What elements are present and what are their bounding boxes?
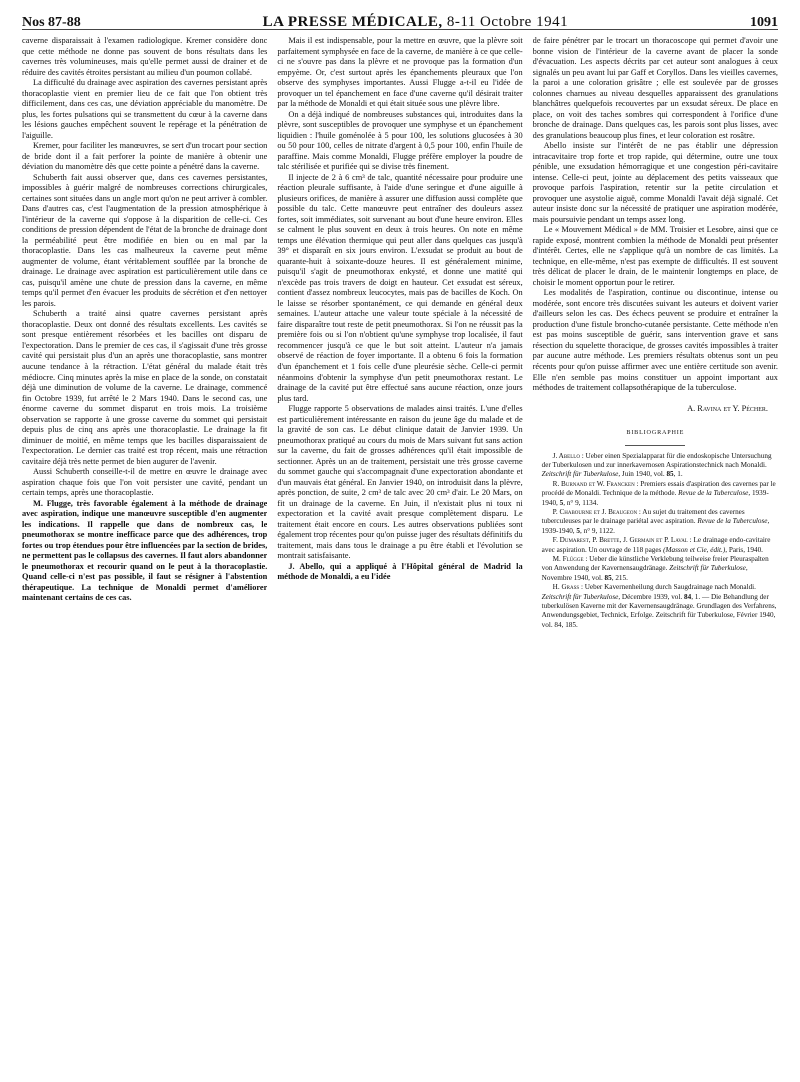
bibliography-entry [533,480,778,508]
ref-authors: H. Grass [552,583,580,592]
ref-volume: 5 [559,498,564,507]
ref-text: : Ueber einen Spezialapparat für die endoskopische Untersuchung der Tuberkulosen und zur innerkavernosen Aspirationstechnick nach Monaldi. [541,451,772,469]
paragraph: Abello insiste sur l'intérêt de ne pas établir une dépression intracavitaire trop forte et trop rapide, qui détermine, outre une toux pénible, une exsudation hémorragique et une congestion péri-cavitaire intense. Celle-ci peut, jointe au déplacement des petits vaisseaux que provoque parfois l'aspiration, retentir sur la petite circulation et provoquer une asystolie aiguë, comme Monaldi l'avait déjà signalé. Cet auteur insiste donc sur la nécessité de pratiquer une aspiration modérée, mais poursuivie pendant un temps assez long. [532,141,778,224]
ref-tail: , Paris, 1940. [725,545,763,554]
ref-volume: 85 [666,470,674,479]
column-right [533,36,778,1072]
ref-tail: , Novembre 1940, vol. [541,564,748,582]
column-middle [277,36,522,1072]
column-left [22,36,267,1072]
ref-text: : Ueber die künstliche Verklebung teilweise freier Pleuraspalten von Anwendung der Kavernensaugdränage. [541,555,769,573]
bibliography-entry [533,555,778,583]
bibliography-entry [533,508,778,536]
paragraph: J. Abello, qui a appliqué à l'Hôpital général de Madrid la méthode de Monaldi, a eu l'idée [277,561,523,582]
signature: A. Ravina et Y. Pécher. [687,403,768,413]
paragraph: Flugge rapporte 5 observations de malades ainsi traités. L'une d'elles est particulièrement intéressante en raison du jeune âge du malade et de la gravité de son cas. Le début clinique datait de Janvier 1939. Un pneumothorax pratiqué au cours du mois de Mars suivant fut sans action sur la caverne, du fait de grosses adhérences qu'il était impossible de sectionner. Après un an de traitement, persistait une très grosse caverne du sommet gauche qui s'accompagnait d'une expectoration abondante et d'un mauvais état général. En Janvier 1940, on introduisit dans la plèvre, après ponction, de suite, 2 cm³ de talc avec 20 cm³ d'air. Le 20 Mars, on fit un drainage de la caverne. En Juin, il n'existait plus ni toux ni expectoration et la cavité avait presque complètement disparu. Le traitement était encore en cours. Les autres observations publiées sont également trop récentes pour qu'on puisse juger des résultats définitifs du traitement, mais dans tous le drainage a pu être établi et l'évolution se montrait satisfaisante. [277,404,523,561]
paragraph: La difficulté du drainage avec aspiration des cavernes persistant après thoracoplastie vient en premier lieu de ce fait que l'on obtient très difficilement, dans ces cas, une déviation appréciable du manomètre. De plus, les fortes pulsations qui se transmettent du cœur à la caverne dans les lésions gauches empêchent souvent le repérage et la pénétration de l'aiguille. [22,78,268,140]
paragraph: Le « Mouvement Médical » de MM. Troisier et Lesobre, ainsi que ce rapide exposé, montrent combien la méthode de Monaldi peut présenter d'intérêt. Certes, elle ne s'applique qu'à un nombre de cas limités. La technique, en elle-même, n'est pas exempte de difficultés. Il est souvent très délicat de placer le drain, de le maintenir longtemps en place, de choisir le moment opportun pour le retirer. [532,225,778,287]
bibliography-title: BIBLIOGRAPHIE [626,429,685,437]
ref-authors: M. Flügge [552,555,584,564]
paragraph: Schuberth fait aussi observer que, dans ces cavernes persistantes, impossibles à guérir malgré de nombreuses corrections chirurgicales, certaines sont situées dans un angle mort qu'on ne peut arriver à combler. Dans d'autres cas, c'est l'augmentation de la pression atmosphérique à l'intérieur de la caverne qui s'oppose à la disparition de celle-ci. Ces conditions de pression dépendent de l'état de la bronche de drainage dont la perméabilité peut être modifiée en bien ou en mal par la thoracoplastie. Dans les cas malheureux la caverne peut même augmenter de volume, étant véritablement soufflée par la bronche de drainage. Le drainage avec aspiration est particulièrement utile dans ce cas, puisqu'il amène une chute de pression dans la caverne, en même temps qu'il permet d'en évacuer les produits de sécrétion et d'en nettoyer les parois. [22,172,268,308]
ref-tail: , 1939-1940, [541,489,769,507]
ref-end: , 1. — Die Behandlung der tuberkulösen Kaverne mit der Kavernensaugdränage. Grundlagen des Verfahrens, Anwendungsgebiet, Technick, Erfolge. Zeitschrift für Tuberkulose, Février 1940, vol. 84, 185. [541,592,777,629]
ref-volume: 84 [684,592,692,601]
paragraph: Mais il est indispensable, pour la mettre en œuvre, que la plèvre soit parfaitement symphysée en face de la caverne, de manière à ce que celle-ci ne s'ouvre pas dans la plèvre et ne provoque pas la formation d'un empyème. Or, c'est surtout après les épanchements pleuraux que l'on observe des symphyses importantes. Aussi Flugge a-t-il eu l'idée de provoquer un tel épanchement en face d'une caverne qu'il désirait traiter par la méthode de Monaldi et qui était située sous une plèvre libre. [277,36,523,109]
column-right-body [533,36,778,394]
ref-journal: Revue de la Tuberculose [678,489,749,498]
text-columns [22,36,778,1072]
paragraph: Schuberth a traité ainsi quatre cavernes persistant après thoracoplastie. Deux ont donné des résultats excellents. Les cavités se sont presque entièrement résorbées et les bacilles ont disparu de l'expectoration. Dans le premier de ces cas, il s'agissait d'une très grosse cavité qui persistait plus d'un an après une thoracoplastie, sans montrer aucune tendance à la rétraction. L'état général du malade était très médiocre. Cinq minutes après la mise en place de la sonde, on constatait déjà une diminution de volume de la caverne. Le drainage, commencé fin Octobre 1939, fut arrêté le 2 Mars 1940. Dans le second cas, une énorme caverne du sommet disparut en trois mois. La troisième observation se rapporte à une grosse caverne du sommet qui persistait depuis plus de cinq ans après une thoracoplastie. Le drainage la fit diminuer de moitié, en même temps que les bacilles disparaissaient de l'expectoration. Le dernier cas traité est trop récent, mais une rétraction cavitaire déjà très nette permet de bien augurer de l'avenir. [22,309,268,466]
ref-journal: Zeitschrift für Tuberkulose [541,592,619,601]
paragraph: Kremer, pour faciliter les manœuvres, se sert d'un trocart pour section de bride dont il a fait perforer la pointe de manière à obtenir une déviation du manomètre dès que cette pointe a pénétré dans la caverne. [22,141,268,172]
ref-end: , n° 9, 1122. [580,526,615,535]
issue-date: 8-11 Octobre 1941 [442,14,569,30]
ref-end: , n° 9, 1134. [563,498,599,507]
paragraph: de faire pénétrer par le trocart un thoracoscope qui permet d'avoir une bonne vision de l'intérieur de la caverne avant de placer la sonde d'évacuation. Les aspects décrits par cet auteur sont analogues à ceux signalés un peu avant lui par Gaff et Coryllos. Dans les vieilles cavernes, la paroi a une coloration grisâtre ; elle est soulevée par de grosses colonnes charnues au niveau desquelles apparaissent des granulations blanchâtres quelquefois recouvertes par un exsudat séreux. De place en place, on voit des taches sombres qui correspondent à l'orifice d'une bronche de drainage. Dans quelques cas, les parois sont plus lisses, avec des granulations beaucoup plus fines, et leur coloration est rosâtre. [532,36,778,140]
paragraph: Les modalités de l'aspiration, continue ou discontinue, intense ou modérée, sont encore très discutées suivant les auteurs et doivent varier d'ailleurs selon les cas. Des échecs peuvent se produire et entraîner la production d'une fistule broncho-cutanée persistante. Cette méthode n'en est pas moins susceptible de guérir, sans intervention grave et sans résection du squelette thoracique, de grosses cavités impossibles à traiter par aucune autre méthode. Les premiers résultats obtenus sont un peu récents pour qu'on puisse affirmer avec une entière certitude son avenir. Elle n'en semble pas moins constituer un appoint important aux méthodes de traitement collapsothérapique de la tuberculose. [532,288,778,393]
ref-text: : Premiers essais d'aspiration des cavernes par le procédé de Monaldi. Technique de la méthode. [541,479,776,498]
bibliography-entry [533,583,778,630]
ref-text: : Au sujet du traitement des cavernes tuberculeuses par le drainage pariétal avec aspiration. [541,508,745,526]
paragraph: caverne disparaissait à l'examen radiologique. Kremer considère donc que cette méthode ne donne pas souvent de bons résultats dans les cavernes très volumineuses, mais qu'elle permet aussi de drainer et de réduire des cavités étroites persistant au milieu d'un poumon collabé. [22,36,268,77]
ref-end: , 1. [673,470,683,479]
journal-title-line [263,14,568,31]
ref-volume: 85 [604,573,612,582]
journal-title: LA PRESSE MÉDICALE, [262,14,443,30]
ref-journal: (Masson et Cie, édit.) [663,545,726,554]
bibliography-entry [533,452,778,480]
ref-journal: Zeitschrift für Tuberkulose [669,564,746,573]
ref-authors: P. Chabourne et J. Beaugeon [552,508,638,516]
ref-tail: , Juin 1940, vol. [618,470,667,479]
ref-tail: , Décembre 1939, vol. [618,592,684,601]
bibliography-list [533,452,778,631]
running-head [22,0,778,30]
bibliography-entry [533,536,778,555]
ref-tail: , 1939-1940, [541,517,770,535]
ref-journal: Revue de la Tuberculose [697,517,768,526]
paragraph: M. Flugge, très favorable également à la méthode de drainage avec aspiration, indique une manœuvre susceptible d'en augmenter les indications. Il rappelle que dans de nombreux cas, le pneumothorax se montre inefficace parce que des adhérences, trop fortes ou trop étendues pour être influencées par la section de brides, ne permettent pas le collapsus des cavernes. Il faut alors abandonner le pneumothorax et recourir quand on le peut à la thoracoplastie. Quand celle-ci n'est pas possible, il faut se résigner à l'abstention thérapeutique. La technique de Monaldi permet d'améliorer maintenant certains de ces cas. [22,498,268,603]
issue-number: Nos 87-88 [22,15,81,30]
bibliography-rule [625,445,685,446]
ref-text: : Le drainage endo-cavitaire avec aspiration. Un ouvrage de 118 pages [541,536,771,554]
ref-journal: Zeitschrift für Tuberkulose [541,470,619,479]
paragraph: On a déjà indiqué de nombreuses substances qui, introduites dans la plèvre, sont susceptibles de provoquer une symphyse et un épanchement liquidien : l'huile goménolée à 5 pour 100, les solutions glucosées à 30 ou 50 pour 100, celles de nitrate d'argent à 0,5 pour 100, enfin l'huile de paraffine. Mais comme Monaldi, Flugge préfère employer la poudre de talc stérilisée et purifiée qui se divise très finement. [277,109,523,172]
ref-volume: 5 [576,526,580,535]
ref-authors: F. Dumarest, P. Brette, J. Germain et P. Laval [552,536,688,545]
ref-end: , 215. [611,573,628,582]
page-number: 1091 [749,15,778,30]
paragraph: Il injecte de 2 à 6 cm³ de talc, quantité nécessaire pour produire une réaction pleurale suffisante, à l'aide d'une seringue et d'une aiguille à plusieurs orifices, de manière à assurer une diffusion aussi complète que possible du talc. Cette manœuvre peut entraîner des douleurs assez fortes, soit immédiates, soit survenant au bout d'une heure environ. Elles se calment le plus souvent en deux à trois heures. On note en même temps une élévation thermique qui peut aller dans quelques cas jusqu'à 39° et disparaît en six jours environ. L'exsudat se produit au bout de quarante-huit à soixante-douze heures. Il est généralement minime, puisqu'il s'agit de pneumothorax enkysté, et donne une matité qui n'excède pas trois travers de doigt en hauteur. Cet exsudat est séreux, contient d'assez nombreux leucocytes, mais pas de bacilles de Koch. On le laisse se résorber spontanément, ce qui demande en général deux semaines. L'auteur attache une valeur toute spéciale à la nécessité de faire disparaître tout reste de petit pneumothorax. Si l'on ne réussit pas la première fois ou si l'on n'obtient qu'une symphyse trop localisée, il faut recommencer jusqu'à ce que le but soit atteint. L'auteur n'a jamais observé de réaction de foyer importante. Il a obtenu 6 fois la formation d'un épanchement et 1 fois celle d'une pleurésie sèche. Celle-ci permit néanmoins d'obtenir la symphyse d'un petit pneumothorax restant. Le drainage de la cavité put être effectué sans aucune réaction, onze jours plus tard. [277,172,523,403]
ref-authors: J. Abello [552,451,580,460]
ref-authors: R. Burnand et W. Francken [552,479,635,488]
paragraph: Aussi Schuberth conseille-t-il de mettre en œuvre le drainage avec aspiration chaque fois que l'on voit persister une cavité, pendant un certain temps, après une thoracoplastie. [22,467,268,498]
ref-text: : Ueber Kavernenheilung durch Saugdrainage nach Monaldi. [579,583,756,592]
